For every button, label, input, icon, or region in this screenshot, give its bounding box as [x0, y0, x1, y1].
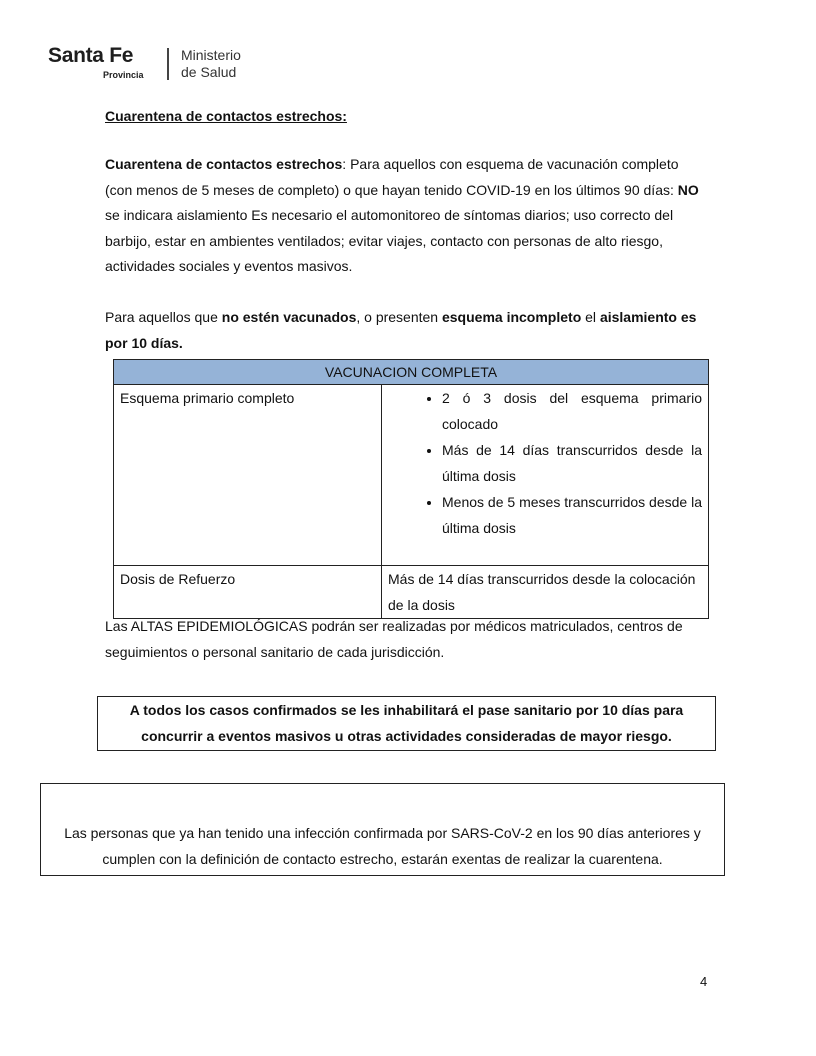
notice-box-pase-sanitario: A todos los casos confirmados se les inhabilitará el pase sanitario por 10 días para concurrir a eventos masivos u otras actividades consideradas de mayor riesgo.: [97, 696, 716, 751]
vaccination-table: [113, 359, 709, 619]
paragraph-close-contacts: Cuarentena de contactos estrechos: Para aquellos con esquema de vacunación completo (con menos de 5 meses de completo) o que hayan tenido COVID-19 en los últimos 90 días: NO se indicara aislamiento Es necesario el automonitoreo de síntomas diarios; uso correcto del barbijo, estar en ambientes ventilados; evitar viajes, contacto con personas de alto riesgo, actividades sociales y eventos masivos.: [105, 156, 699, 274]
logo-ministry: Ministerio de Salud: [181, 47, 241, 80]
table-row: [114, 385, 709, 566]
paragraph-unvaccinated: Para aquellos que no estén vacunados, o presenten esquema incompleto el aislamiento es por 10 días.: [105, 309, 697, 351]
row-label-primary: Esquema primario completo: [114, 385, 382, 566]
logo-divider: [167, 48, 169, 80]
row-label-booster: Dosis de Refuerzo: [114, 566, 382, 619]
section-heading: Cuarentena de contactos estrechos:: [105, 108, 347, 124]
list-item: • 2 ó 3 dosis del esquema primario colocado: [442, 385, 702, 437]
logo-province: Provincia: [103, 70, 144, 80]
row-value-primary: [382, 385, 709, 566]
notice-box-exemption: Las personas que ya han tenido una infección confirmada por SARS-CoV-2 en los 90 días anteriores y cumplen con la definición de contacto estrecho, estarán exentas de realizar la cuarentena.: [40, 783, 725, 876]
list-item: • Menos de 5 meses transcurridos desde la última dosis: [442, 489, 702, 541]
table-row: [114, 566, 709, 619]
paragraph-altas: Las ALTAS EPIDEMIOLÓGICAS podrán ser realizadas por médicos matriculados, centros de seguimientos o personal sanitario de cada jurisdicción.: [105, 618, 683, 660]
table-header: VACUNACION COMPLETA: [114, 360, 709, 385]
logo-brand: Santa Fe: [48, 44, 134, 67]
list-item: • Más de 14 días transcurridos desde la última dosis: [442, 437, 702, 489]
criteria-list: [388, 385, 702, 541]
row-value-booster: Más de 14 días transcurridos desde la colocación de la dosis: [382, 566, 709, 619]
page-number: 4: [700, 974, 708, 989]
